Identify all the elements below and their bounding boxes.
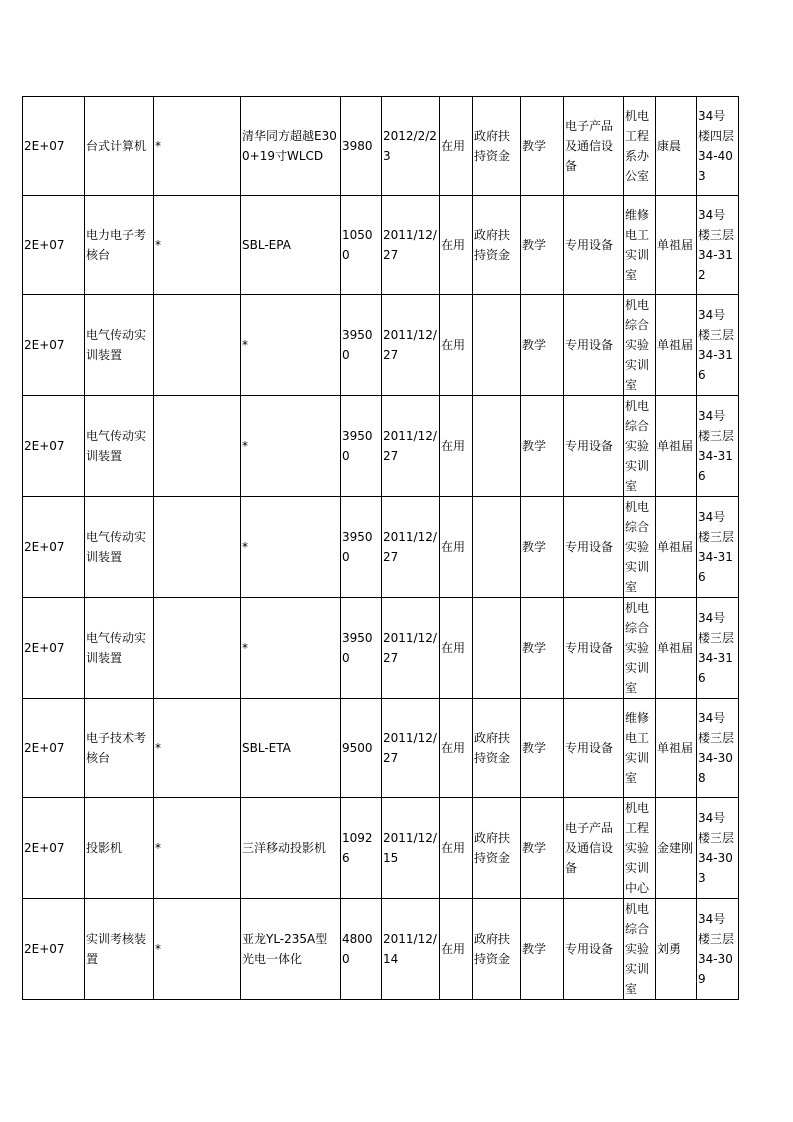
price-cell: 39500 <box>341 497 382 598</box>
keeper-cell: 单祖届 <box>656 598 697 699</box>
table-row <box>23 295 739 396</box>
category-cell: 专用设备 <box>564 598 624 699</box>
spec-cell: * <box>154 798 241 899</box>
purchase-date-cell: 2011/12/27 <box>382 196 440 295</box>
location-cell: 34号楼三层34-308 <box>697 699 739 798</box>
table-row <box>23 899 739 1000</box>
funding-source-cell <box>473 497 521 598</box>
department-cell: 维修电工实训室 <box>624 196 656 295</box>
spec-cell: * <box>154 899 241 1000</box>
asset-name-cell: 电气传动实训装置 <box>85 295 154 396</box>
location-cell: 34号楼三层34-316 <box>697 396 739 497</box>
price-cell: 39500 <box>341 295 382 396</box>
status-cell: 在用 <box>440 699 473 798</box>
spec-cell <box>154 497 241 598</box>
status-cell: 在用 <box>440 97 473 196</box>
keeper-cell: 康晨 <box>656 97 697 196</box>
status-cell: 在用 <box>440 497 473 598</box>
status-cell: 在用 <box>440 899 473 1000</box>
purchase-date-cell: 2011/12/15 <box>382 798 440 899</box>
location-cell: 34号楼四层34-403 <box>697 97 739 196</box>
funding-source-cell <box>473 295 521 396</box>
asset-name-cell: 电气传动实训装置 <box>85 497 154 598</box>
purchase-date-cell: 2011/12/27 <box>382 396 440 497</box>
asset-id-cell: 2E+07 <box>23 798 85 899</box>
usage-cell: 教学 <box>521 97 564 196</box>
model-cell: 三洋移动投影机 <box>241 798 341 899</box>
location-cell: 34号楼三层34-309 <box>697 899 739 1000</box>
price-cell: 10926 <box>341 798 382 899</box>
asset-table <box>22 96 739 1000</box>
purchase-date-cell: 2011/12/14 <box>382 899 440 1000</box>
model-cell: 亚龙YL-235A型光电一体化 <box>241 899 341 1000</box>
category-cell: 专用设备 <box>564 497 624 598</box>
asset-name-cell: 投影机 <box>85 798 154 899</box>
table-row <box>23 798 739 899</box>
keeper-cell: 单祖届 <box>656 196 697 295</box>
usage-cell: 教学 <box>521 598 564 699</box>
department-cell: 机电工程实验实训中心 <box>624 798 656 899</box>
keeper-cell: 单祖届 <box>656 699 697 798</box>
spec-cell: * <box>154 699 241 798</box>
location-cell: 34号楼三层34-316 <box>697 497 739 598</box>
usage-cell: 教学 <box>521 295 564 396</box>
asset-id-cell: 2E+07 <box>23 899 85 1000</box>
asset-name-cell: 实训考核装置 <box>85 899 154 1000</box>
department-cell: 机电工程系办公室 <box>624 97 656 196</box>
department-cell: 机电综合实验实训室 <box>624 598 656 699</box>
spec-cell: * <box>154 196 241 295</box>
keeper-cell: 刘勇 <box>656 899 697 1000</box>
asset-id-cell: 2E+07 <box>23 598 85 699</box>
department-cell: 机电综合实验实训室 <box>624 497 656 598</box>
category-cell: 专用设备 <box>564 396 624 497</box>
asset-id-cell: 2E+07 <box>23 396 85 497</box>
status-cell: 在用 <box>440 396 473 497</box>
table-row <box>23 97 739 196</box>
funding-source-cell: 政府扶持资金 <box>473 798 521 899</box>
asset-name-cell: 电力电子考核台 <box>85 196 154 295</box>
department-cell: 维修电工实训室 <box>624 699 656 798</box>
asset-name-cell: 台式计算机 <box>85 97 154 196</box>
asset-name-cell: 电气传动实训装置 <box>85 598 154 699</box>
price-cell: 9500 <box>341 699 382 798</box>
table-row <box>23 699 739 798</box>
table-row <box>23 396 739 497</box>
asset-name-cell: 电气传动实训装置 <box>85 396 154 497</box>
purchase-date-cell: 2011/12/27 <box>382 497 440 598</box>
location-cell: 34号楼三层34-316 <box>697 295 739 396</box>
price-cell: 39500 <box>341 396 382 497</box>
usage-cell: 教学 <box>521 699 564 798</box>
spec-cell: * <box>154 97 241 196</box>
asset-name-cell: 电子技术考核台 <box>85 699 154 798</box>
keeper-cell: 单祖届 <box>656 396 697 497</box>
price-cell: 3980 <box>341 97 382 196</box>
purchase-date-cell: 2011/12/27 <box>382 598 440 699</box>
model-cell: * <box>241 396 341 497</box>
asset-id-cell: 2E+07 <box>23 295 85 396</box>
purchase-date-cell: 2012/2/23 <box>382 97 440 196</box>
funding-source-cell: 政府扶持资金 <box>473 97 521 196</box>
asset-id-cell: 2E+07 <box>23 97 85 196</box>
asset-id-cell: 2E+07 <box>23 196 85 295</box>
category-cell: 专用设备 <box>564 699 624 798</box>
funding-source-cell: 政府扶持资金 <box>473 699 521 798</box>
usage-cell: 教学 <box>521 798 564 899</box>
keeper-cell: 单祖届 <box>656 295 697 396</box>
status-cell: 在用 <box>440 798 473 899</box>
status-cell: 在用 <box>440 295 473 396</box>
location-cell: 34号楼三层34-312 <box>697 196 739 295</box>
category-cell: 专用设备 <box>564 196 624 295</box>
asset-id-cell: 2E+07 <box>23 497 85 598</box>
funding-source-cell: 政府扶持资金 <box>473 196 521 295</box>
usage-cell: 教学 <box>521 497 564 598</box>
usage-cell: 教学 <box>521 899 564 1000</box>
funding-source-cell <box>473 598 521 699</box>
table-row <box>23 196 739 295</box>
funding-source-cell <box>473 396 521 497</box>
spec-cell <box>154 396 241 497</box>
model-cell: SBL-EPA <box>241 196 341 295</box>
department-cell: 机电综合实验实训室 <box>624 899 656 1000</box>
category-cell: 电子产品及通信设备 <box>564 798 624 899</box>
category-cell: 电子产品及通信设备 <box>564 97 624 196</box>
spec-cell <box>154 295 241 396</box>
department-cell: 机电综合实验实训室 <box>624 295 656 396</box>
model-cell: 清华同方超越E300+19寸WLCD <box>241 97 341 196</box>
keeper-cell: 金建刚 <box>656 798 697 899</box>
category-cell: 专用设备 <box>564 295 624 396</box>
table-body <box>23 97 739 1000</box>
location-cell: 34号楼三层34-316 <box>697 598 739 699</box>
keeper-cell: 单祖届 <box>656 497 697 598</box>
status-cell: 在用 <box>440 598 473 699</box>
funding-source-cell: 政府扶持资金 <box>473 899 521 1000</box>
purchase-date-cell: 2011/12/27 <box>382 295 440 396</box>
table-row <box>23 598 739 699</box>
model-cell: SBL-ETA <box>241 699 341 798</box>
status-cell: 在用 <box>440 196 473 295</box>
department-cell: 机电综合实验实训室 <box>624 396 656 497</box>
spec-cell <box>154 598 241 699</box>
model-cell: * <box>241 295 341 396</box>
price-cell: 48000 <box>341 899 382 1000</box>
model-cell: * <box>241 598 341 699</box>
price-cell: 39500 <box>341 598 382 699</box>
table-row <box>23 497 739 598</box>
usage-cell: 教学 <box>521 196 564 295</box>
model-cell: * <box>241 497 341 598</box>
asset-id-cell: 2E+07 <box>23 699 85 798</box>
location-cell: 34号楼三层34-303 <box>697 798 739 899</box>
category-cell: 专用设备 <box>564 899 624 1000</box>
price-cell: 10500 <box>341 196 382 295</box>
usage-cell: 教学 <box>521 396 564 497</box>
purchase-date-cell: 2011/12/27 <box>382 699 440 798</box>
